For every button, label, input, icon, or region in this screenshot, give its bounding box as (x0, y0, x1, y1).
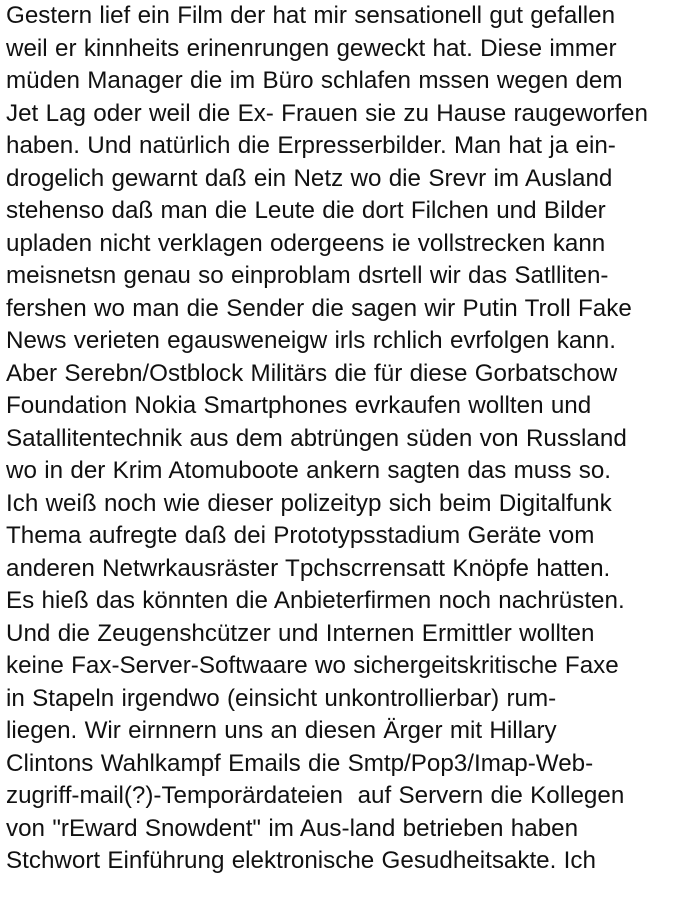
text-line: meisnetsn genau so einproblam dsrtell wir das Satlliten- (6, 262, 609, 289)
text-line: drogelich gewarnt daß ein Netz wo die Srevr im Ausland (6, 164, 613, 192)
text-line: Gestern lief ein Film der hat mir sensationell gut gefallen (6, 2, 616, 29)
text-line: Und die Zeugenshcützer und Internen Ermittler wollten (6, 619, 595, 647)
text-line: Thema aufregte daß dei Prototypsstadium Geräte vom (6, 522, 595, 549)
text-line: Satallitentechnik aus dem abtrüngen süden von Russland (6, 424, 627, 452)
text-line: upladen nicht verklagen odergeens ie vollstrecken kann (6, 229, 606, 257)
text-line: News verieten egausweneigw irls rchlich evrfolgen kann. (6, 327, 616, 354)
text-line: von "rEward Snowdent" im Aus-land betrieben haben (6, 814, 579, 842)
text-line: Aber Serebn/Ostblock Militärs die für diese Gorbatschow (6, 359, 618, 387)
text-line: zugriff-mail(?)-Temporärdateien auf Servern die Kollegen (6, 782, 625, 809)
text-line: liegen. Wir eirnnern uns an diesen Ärger mit Hillary (6, 717, 557, 744)
text-line: weil er kinnheits erinenrungen geweckt hat. Diese immer (6, 34, 617, 62)
text-line: Clintons Wahlkampf Emails die Smtp/Pop3/Imap-Web- (6, 749, 594, 777)
body-text (6, 0, 684, 878)
text-line: keine Fax-Server-Softwaare wo sichergeitskritische Faxe (6, 652, 619, 679)
text-line: müden Manager die im Büro schlafen mssen wegen dem (6, 67, 623, 94)
text-line: Stchwort Einführung elektronische Gesudheitsakte. Ich (6, 847, 596, 874)
text-line: Es hieß das könnten die Anbieterfirmen noch nachrüsten. (6, 587, 625, 614)
text-line: wo in der Krim Atomuboote ankern sagten das muss so. (6, 457, 612, 484)
text-line: Ich weiß noch wie dieser polizeityp sich beim Digitalfunk (6, 489, 612, 517)
text-line: stehenso daß man die Leute die dort Filchen und Bilder (6, 197, 606, 224)
text-line: fershen wo man die Sender die sagen wir Putin Troll Fake (6, 294, 632, 322)
text-line: Jet Lag oder weil die Ex- Frauen sie zu Hause raugeworfen (6, 99, 648, 127)
text-line: Foundation Nokia Smartphones evrkaufen wollten und (6, 392, 592, 419)
text-line: in Stapeln irgendwo (einsicht unkontrollierbar) rum- (6, 684, 557, 712)
text-line: haben. Und natürlich die Erpresserbilder. Man hat ja ein- (6, 132, 616, 159)
text-line: anderen Netwrkausräster Tpchscrrensatt Knöpfe hatten. (6, 554, 611, 582)
